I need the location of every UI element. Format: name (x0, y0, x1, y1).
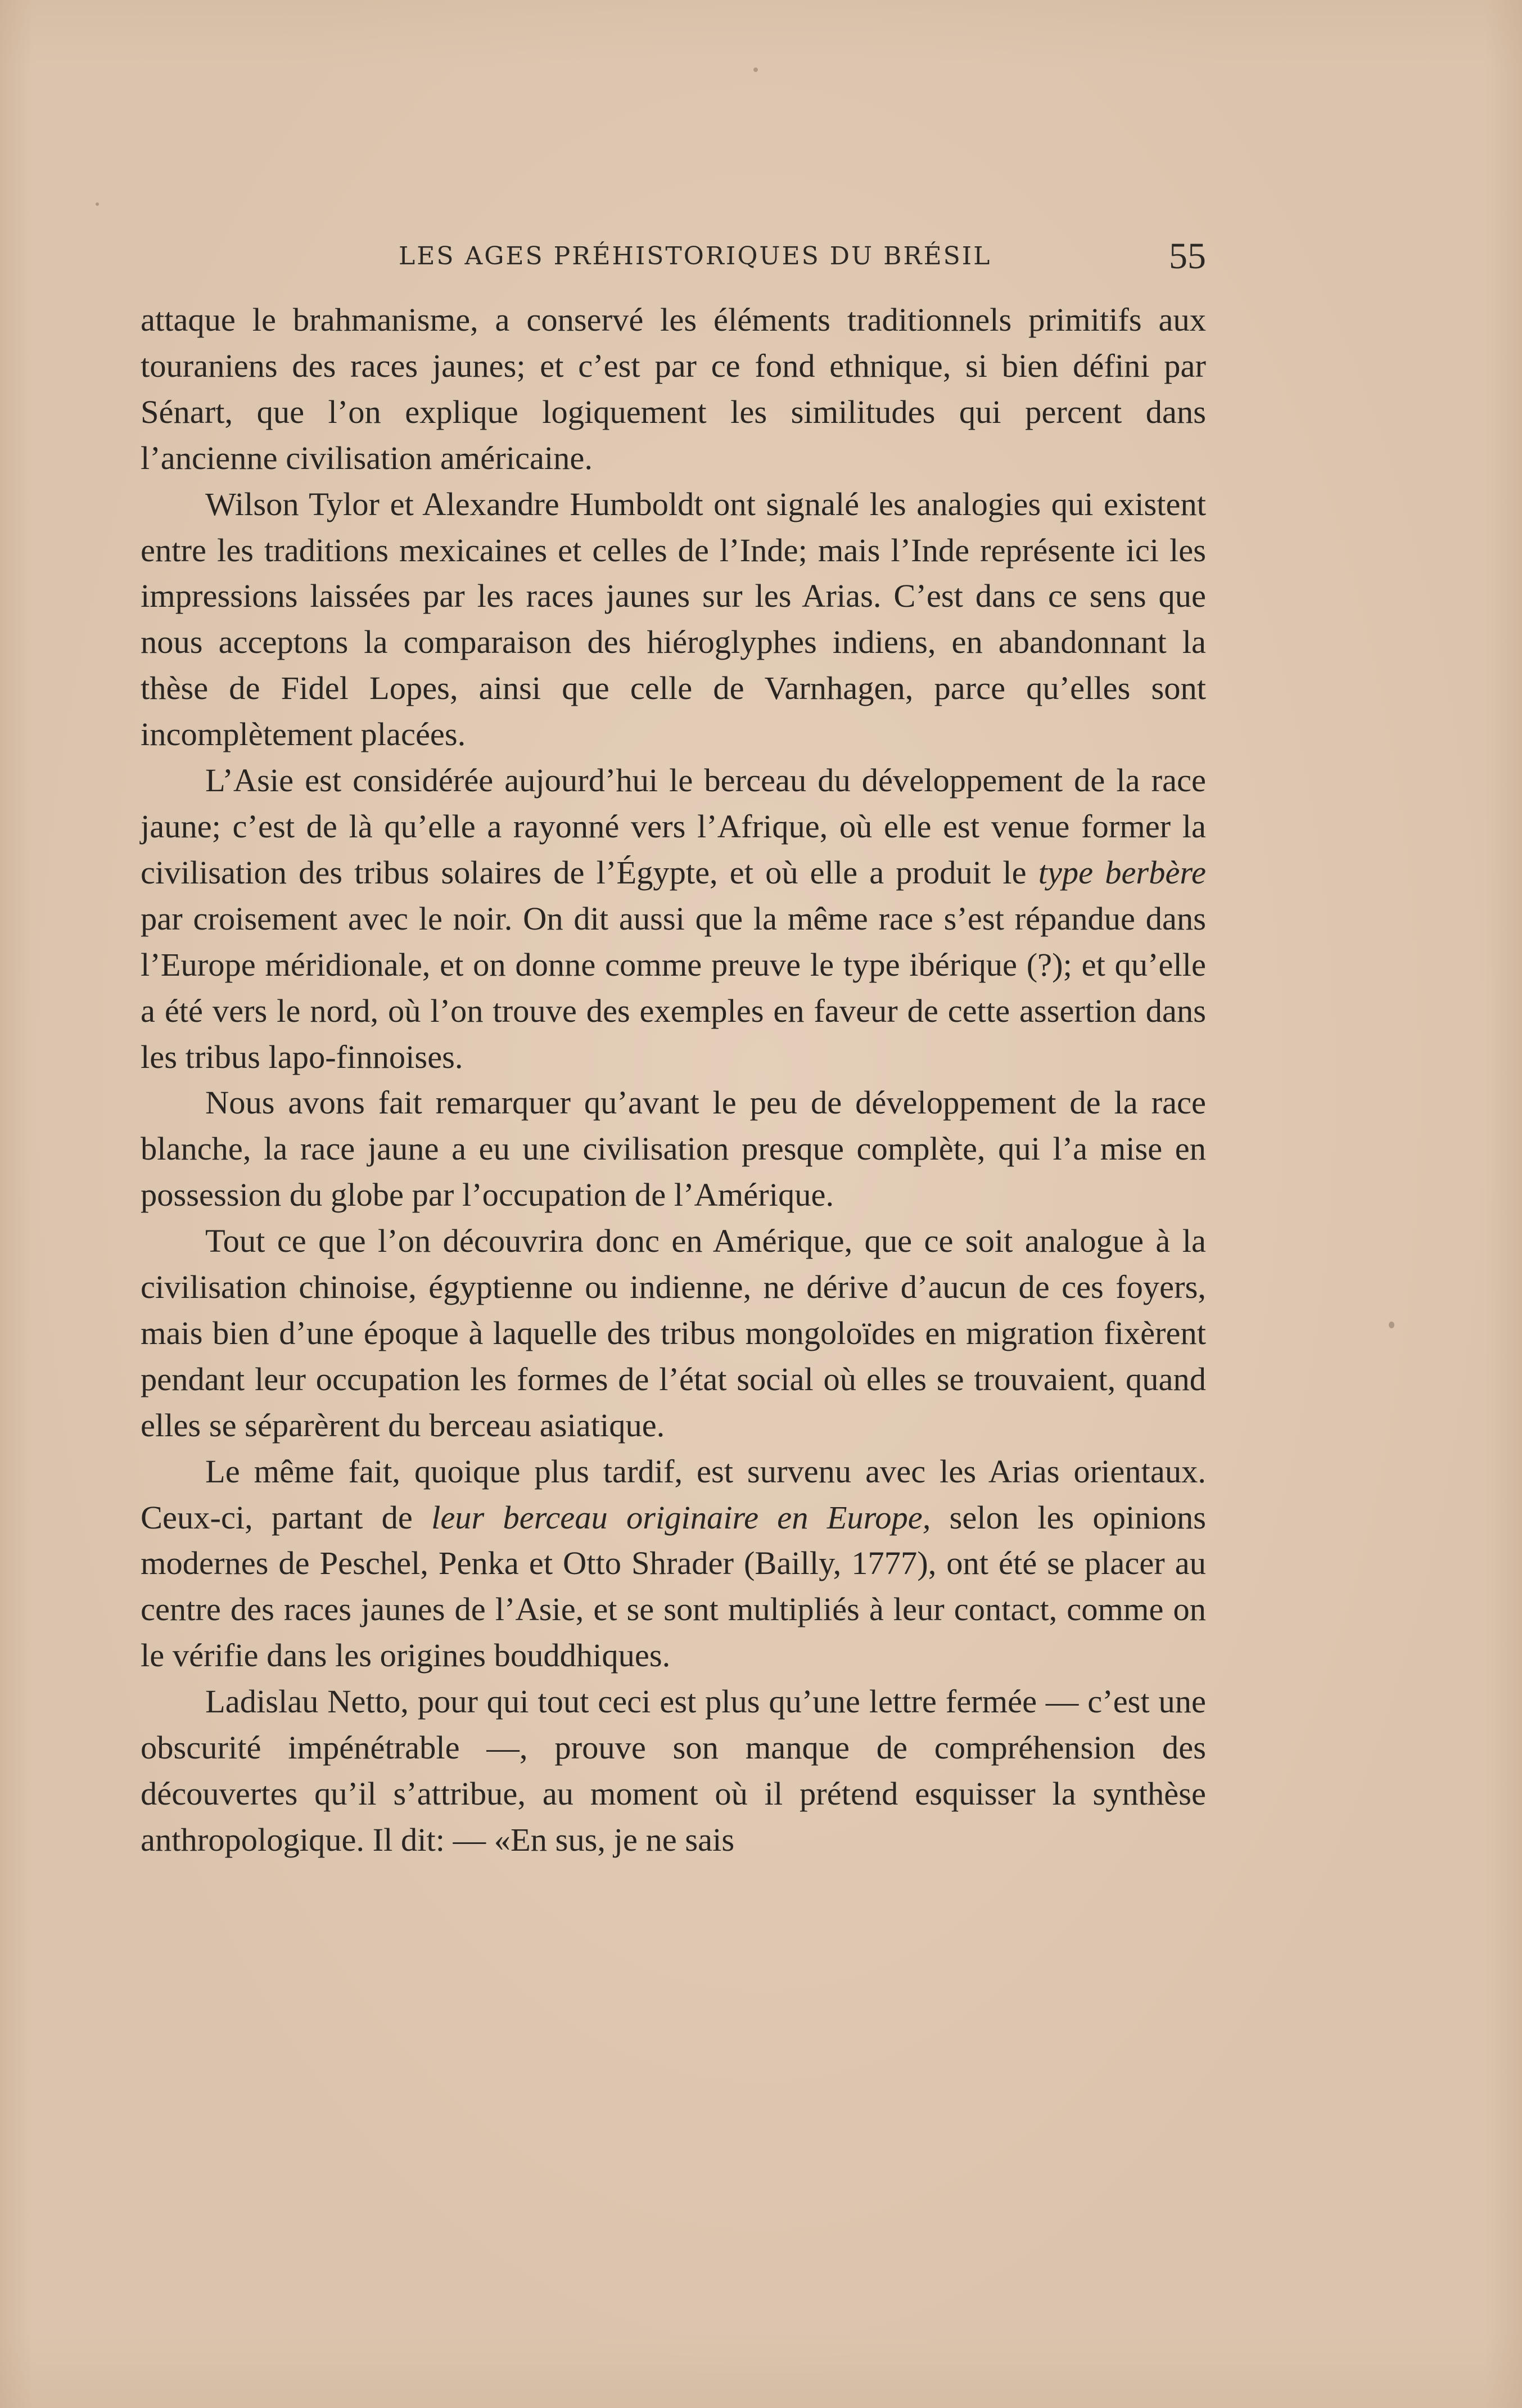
paragraph-text: Wilson Tylor et Alexandre Humboldt ont signalé les analogies qui existent entre les traditions mexicaines et celles de l’Inde; mais l’Inde représente ici les impressions laissées par les races jaunes sur les Arias. C’est dans ce sens que nous acceptons la comparaison des hiéroglyphes indiens, en abandonnant la thèse de Fidel Lopes, ainsi que celle de Varnhagen, parce qu’elles sont incomplètement placées. (141, 485, 1206, 753)
paragraph-6 (141, 1449, 1206, 1679)
italic-phrase: leur berceau originaire en Europe, (431, 1499, 931, 1536)
page-header (141, 235, 1206, 280)
running-title: LES AGES PRÉHISTORIQUES DU BRÉSIL (399, 242, 992, 270)
page-number: 55 (1169, 236, 1206, 277)
paragraph-text: attaque le brahmanisme, a conservé les éléments traditionnels primitifs aux touraniens des races jaunes; et c’est par ce fond ethnique, si bien défini par Sénart, que l’on explique logiquement les similitudes qui percent dans l’ancienne civilisation américaine. (141, 301, 1206, 476)
paragraph-7 (141, 1679, 1206, 1863)
italic-phrase: type berbère (1038, 854, 1206, 891)
paragraph-text: L’Asie est considérée aujourd’hui le berceau du développement de la race jaune; c’est de là qu’elle a rayonné vers l’Afrique, où elle est venue former la civilisation des tribus solaires de l’Égypte, et où elle a produit le (141, 762, 1206, 891)
paragraph-text: Le même fait, quoique plus tardif, est survenu avec les Arias orientaux. Ceux-ci, partant de (141, 1453, 1206, 1536)
paper-speck (96, 202, 99, 206)
paper-speck (753, 67, 758, 72)
paragraph-5 (141, 1218, 1206, 1449)
paragraph-text: Tout ce que l’on découvrira donc en Amérique, que ce soit analogue à la civilisation chinoise, égyptienne ou indienne, ne dérive d’aucun de ces foyers, mais bien d’une époque à laquelle des tribus mongoloïdes en migration fixèrent pendant leur occupation les formes de l’état social où elles se trouvaient, quand elles se séparèrent du berceau asiatique. (141, 1223, 1206, 1444)
paragraph-2 (141, 481, 1206, 757)
paper-speck (1389, 1322, 1394, 1328)
paragraph-text: Nous avons fait remarquer qu’avant le peu de développement de la race blanche, la race jaune a eu une civilisation presque complète, qui l’a mise en possession du globe par l’occupation de l’Amérique. (141, 1084, 1206, 1214)
body-text (141, 297, 1206, 1863)
paragraph-4 (141, 1080, 1206, 1218)
paragraph-text: Ladislau Netto, pour qui tout ceci est plus qu’une lettre fermée — c’est une obscurité impénétrable —, prouve son manque de compréhension des découvertes qu’il s’attribue, au moment où il prétend esquisser la synthèse anthropologique. Il dit: — «En sus, je ne sais (141, 1683, 1206, 1858)
paragraph-1 (141, 297, 1206, 481)
paragraph-3 (141, 757, 1206, 1080)
paragraph-text: par croisement avec le noir. On dit aussi que la même race s’est répandue dans l’Europe méridionale, et on donne comme preuve le type ibérique (?); et qu’elle a été vers le nord, où l’on trouve des exemples en faveur de cette assertion dans les tribus lapo-finnoises. (141, 900, 1206, 1075)
paragraph-text: selon les opinions modernes de Peschel, Penka et Otto Shrader (Bailly, 1777), ont été se placer au centre des races jaunes de l’Asie, et se sont multipliés à leur contact, comme on le vérifie dans les origines bouddhiques. (141, 1499, 1206, 1674)
